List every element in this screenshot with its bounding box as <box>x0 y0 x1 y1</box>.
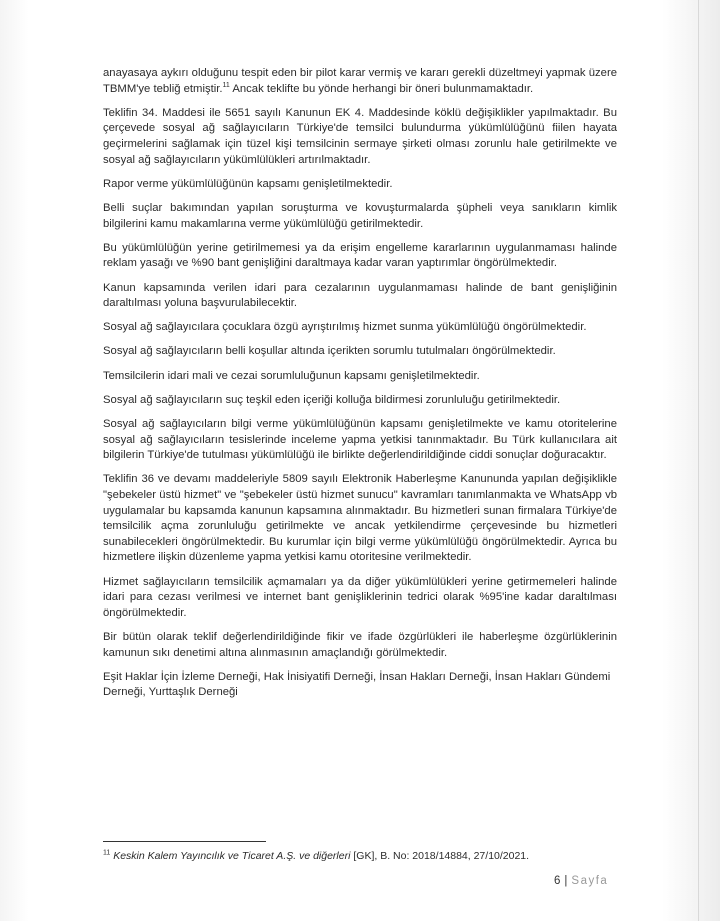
paragraph-9: Temsilcilerin idari mali ve cezai sorumluluğunun kapsamı genişletilmektedir. <box>103 369 480 382</box>
footnote <box>103 849 623 863</box>
paragraph-8: Sosyal ağ sağlayıcıların belli koşullar altında içerikten sorumlu tutulmaları öngörülmektedir. <box>103 345 556 358</box>
document-body <box>103 66 617 710</box>
paragraph-4: Belli suçlar bakımından yapılan soruşturma ve kovuşturmalarda şüpheli veya sanıkların kimlik bilgilerini kamu makamlarına verme yükümlülüğü getirilmektedir. <box>103 201 617 230</box>
paragraph-1-text: anayasaya aykırı olduğunu tespit eden bir pilot karar vermiş ve kararı gerekli düzeltmeyi yapmak üzere TBMM'ye tebliğ etmiştir. <box>103 67 617 95</box>
paragraph-14: Bir bütün olarak teklif değerlendirildiğinde fikir ve ifade özgürlükleri ile haberleşme özgürlüklerinin kamunun sıkı denetimi altına alınmasının amaçlandığı görülmektedir. <box>103 630 617 659</box>
paragraph-13: Hizmet sağlayıcıların temsilcilik açmamaları ya da diğer yükümlülükleri yerine getirmemeleri halinde idari para cezası verilmesi ve internet bant genişliklerinin tedrici olarak %95'ine kadar daraltılması öngörülmektedir. <box>103 575 617 619</box>
page-number <box>554 875 608 887</box>
paragraph-3: Rapor verme yükümlülüğünün kapsamı genişletilmektedir. <box>103 177 393 190</box>
paragraph-11: Sosyal ağ sağlayıcıların bilgi verme yükümlülüğünün kapsamı genişletilmekte ve kamu otoritelerine sosyal ağ sağlayıcıların tesislerinde inceleme yapma yetkisi tanınmaktadır. Bu Türk kullanıcılara ait bilgilerin Türkiye'de tutulması yükümlülüğü ile birlikte değerlendirildiğinde ciddi sonuçlar doğuracaktır. <box>103 418 617 462</box>
page-edge-divider <box>698 0 699 921</box>
signatories: Eşit Haklar İçin İzleme Derneği, Hak İnisiyatifi Derneği, İnsan Hakları Derneği, İnsan Hakları Gündemi Derneği, Yurttaşlık Derneği <box>103 670 611 699</box>
footnote-divider <box>103 841 266 842</box>
page-number-separator: | <box>564 875 568 887</box>
page-label: Sayfa <box>571 875 609 887</box>
paragraph-10: Sosyal ağ sağlayıcıların suç teşkil eden içeriği kolluğa bildirmesi zorunluluğu getirilmektedir. <box>103 393 561 406</box>
paragraph-1 <box>103 66 617 97</box>
footnote-citation: [GK], B. No: 2018/14884, 27/10/2021. <box>350 850 530 862</box>
paragraph-2: Teklifin 34. Maddesi ile 5651 sayılı Kanunun EK 4. Maddesinde köklü değişiklikler yapılmaktadır. Bu çerçevede sosyal ağ sağlayıcıların Türkiye'de temsilci bulundurma yükümlülüğünü fiilen hayata geçirmelerini sağlamak için tüzel kişi temsilcinin sermaye şirketi olması zorunlu hale getirilmekte ve sosyal ağ sağlayıcıların yükümlülükleri artırılmaktadır. <box>103 106 617 166</box>
page-number-value: 6 <box>554 875 561 887</box>
footnote-case-name: Keskin Kalem Yayıncılık ve Ticaret A.Ş. ve diğerleri <box>113 850 351 862</box>
footnote-reference[interactable]: 11 <box>222 81 230 89</box>
footnote-number: 11 <box>103 849 111 857</box>
paragraph-5: Bu yükümlülüğün yerine getirilmemesi ya da erişim engelleme kararlarının uygulanmaması halinde reklam yasağı ve %90 bant genişliğini daraltmaya kadar varan yaptırımlar öngörülmektedir. <box>103 241 617 270</box>
paragraph-1-tail: Ancak teklifte bu yönde herhangi bir öneri bulunmamaktadır. <box>229 82 534 95</box>
paragraph-6: Kanun kapsamında verilen idari para cezalarının uygulanmaması halinde de bant genişliğinin daraltılması yoluna başvurulabilecektir. <box>103 281 617 310</box>
paragraph-7: Sosyal ağ sağlayıcılara çocuklara özgü ayrıştırılmış hizmet sunma yükümlülüğü öngörülmektedir. <box>103 321 587 334</box>
paragraph-12: Teklifin 36 ve devamı maddeleriyle 5809 sayılı Elektronik Haberleşme Kanununda yapılan değişiklikle "şebekeler üstü hizmet" ve "şebekeler üstü hizmet sunucu" kavramları tanımlanmakta ve WhatsApp vb uygulamalar bu kapsamda kanunun kapsamına alınmaktadır. Bu hizmetleri sunan firmalara Türkiye'de temsilcilik açma zorunluluğu getirilmekte ve ancak yetkilendirme çerçevesinde bu hizmetleri sunabilecekleri öngörülmektedir. Bu kurumlar için bilgi verme yükümlülüğü öngörülmektedir. Ayrıca bu hizmetlere ilişkin düzenleme yapma yetkisi kamu otoritesine verilmektedir. <box>103 473 617 564</box>
